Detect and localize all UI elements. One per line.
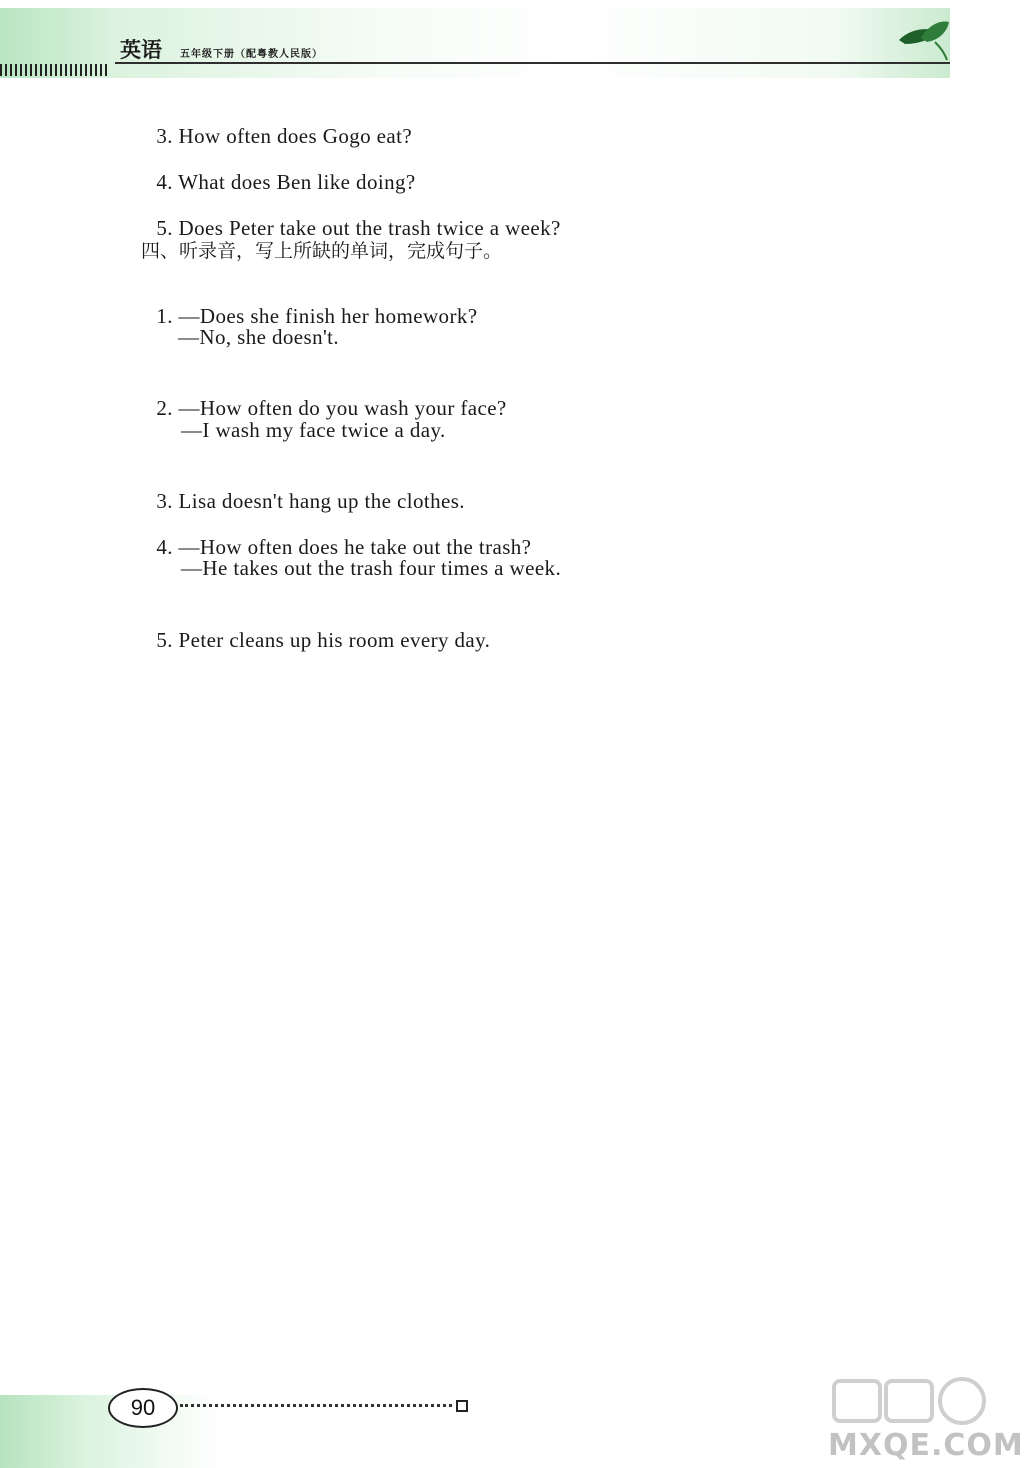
answer-3 xyxy=(145,464,465,514)
answer-text: Lisa doesn't hang up the clothes. xyxy=(178,489,465,513)
answer-text: —How often do you wash your face? xyxy=(178,396,507,420)
answer-1-reply: —No, she doesn't. xyxy=(178,325,340,349)
question-text: Does Peter take out the trash twice a week? xyxy=(178,216,561,240)
answer-text: —How often does he take out the trash? xyxy=(178,535,532,559)
answer-number: 1. xyxy=(156,304,173,328)
leaf-icon xyxy=(895,18,953,62)
answer-1 xyxy=(145,279,477,329)
page-number: 90 xyxy=(130,1395,156,1420)
answer-4-reply: —He takes out the trash four times a week. xyxy=(181,556,562,580)
section-four-heading: 四、听录音，写上所缺的单词，完成句子。 xyxy=(141,240,503,262)
answer-number: 2. xyxy=(156,396,173,420)
question-number: 3. xyxy=(156,124,173,148)
answer-number: 4. xyxy=(156,535,173,559)
answer-2 xyxy=(145,371,507,421)
question-text: What does Ben like doing? xyxy=(178,170,416,194)
page-header xyxy=(0,0,1000,80)
subject-title: 英语 xyxy=(120,38,162,62)
footer-end-square xyxy=(456,1400,468,1412)
header-rule xyxy=(115,62,950,64)
answer-number: 3. xyxy=(156,489,173,513)
question-3 xyxy=(145,99,412,149)
header-barcode-stripe xyxy=(0,64,110,76)
answer-text: —Does she finish her homework? xyxy=(178,304,478,328)
question-number: 5. xyxy=(156,216,173,240)
answer-text: Peter cleans up his room every day. xyxy=(178,628,491,652)
page-number-badge xyxy=(108,1388,178,1428)
question-text: How often does Gogo eat? xyxy=(178,124,413,148)
answer-number: 5. xyxy=(156,628,173,652)
footer-dot-leader xyxy=(180,1404,452,1407)
question-4 xyxy=(145,145,416,195)
grade-info: 五年级下册（配粤教人民版） xyxy=(180,49,323,60)
answer-5 xyxy=(145,603,490,653)
answer-4 xyxy=(145,510,531,560)
question-number: 4. xyxy=(156,170,173,194)
answer-2-reply: —I wash my face twice a day. xyxy=(181,418,446,442)
question-5 xyxy=(145,191,561,241)
watermark-text: MXQE.COM xyxy=(828,1428,1024,1463)
